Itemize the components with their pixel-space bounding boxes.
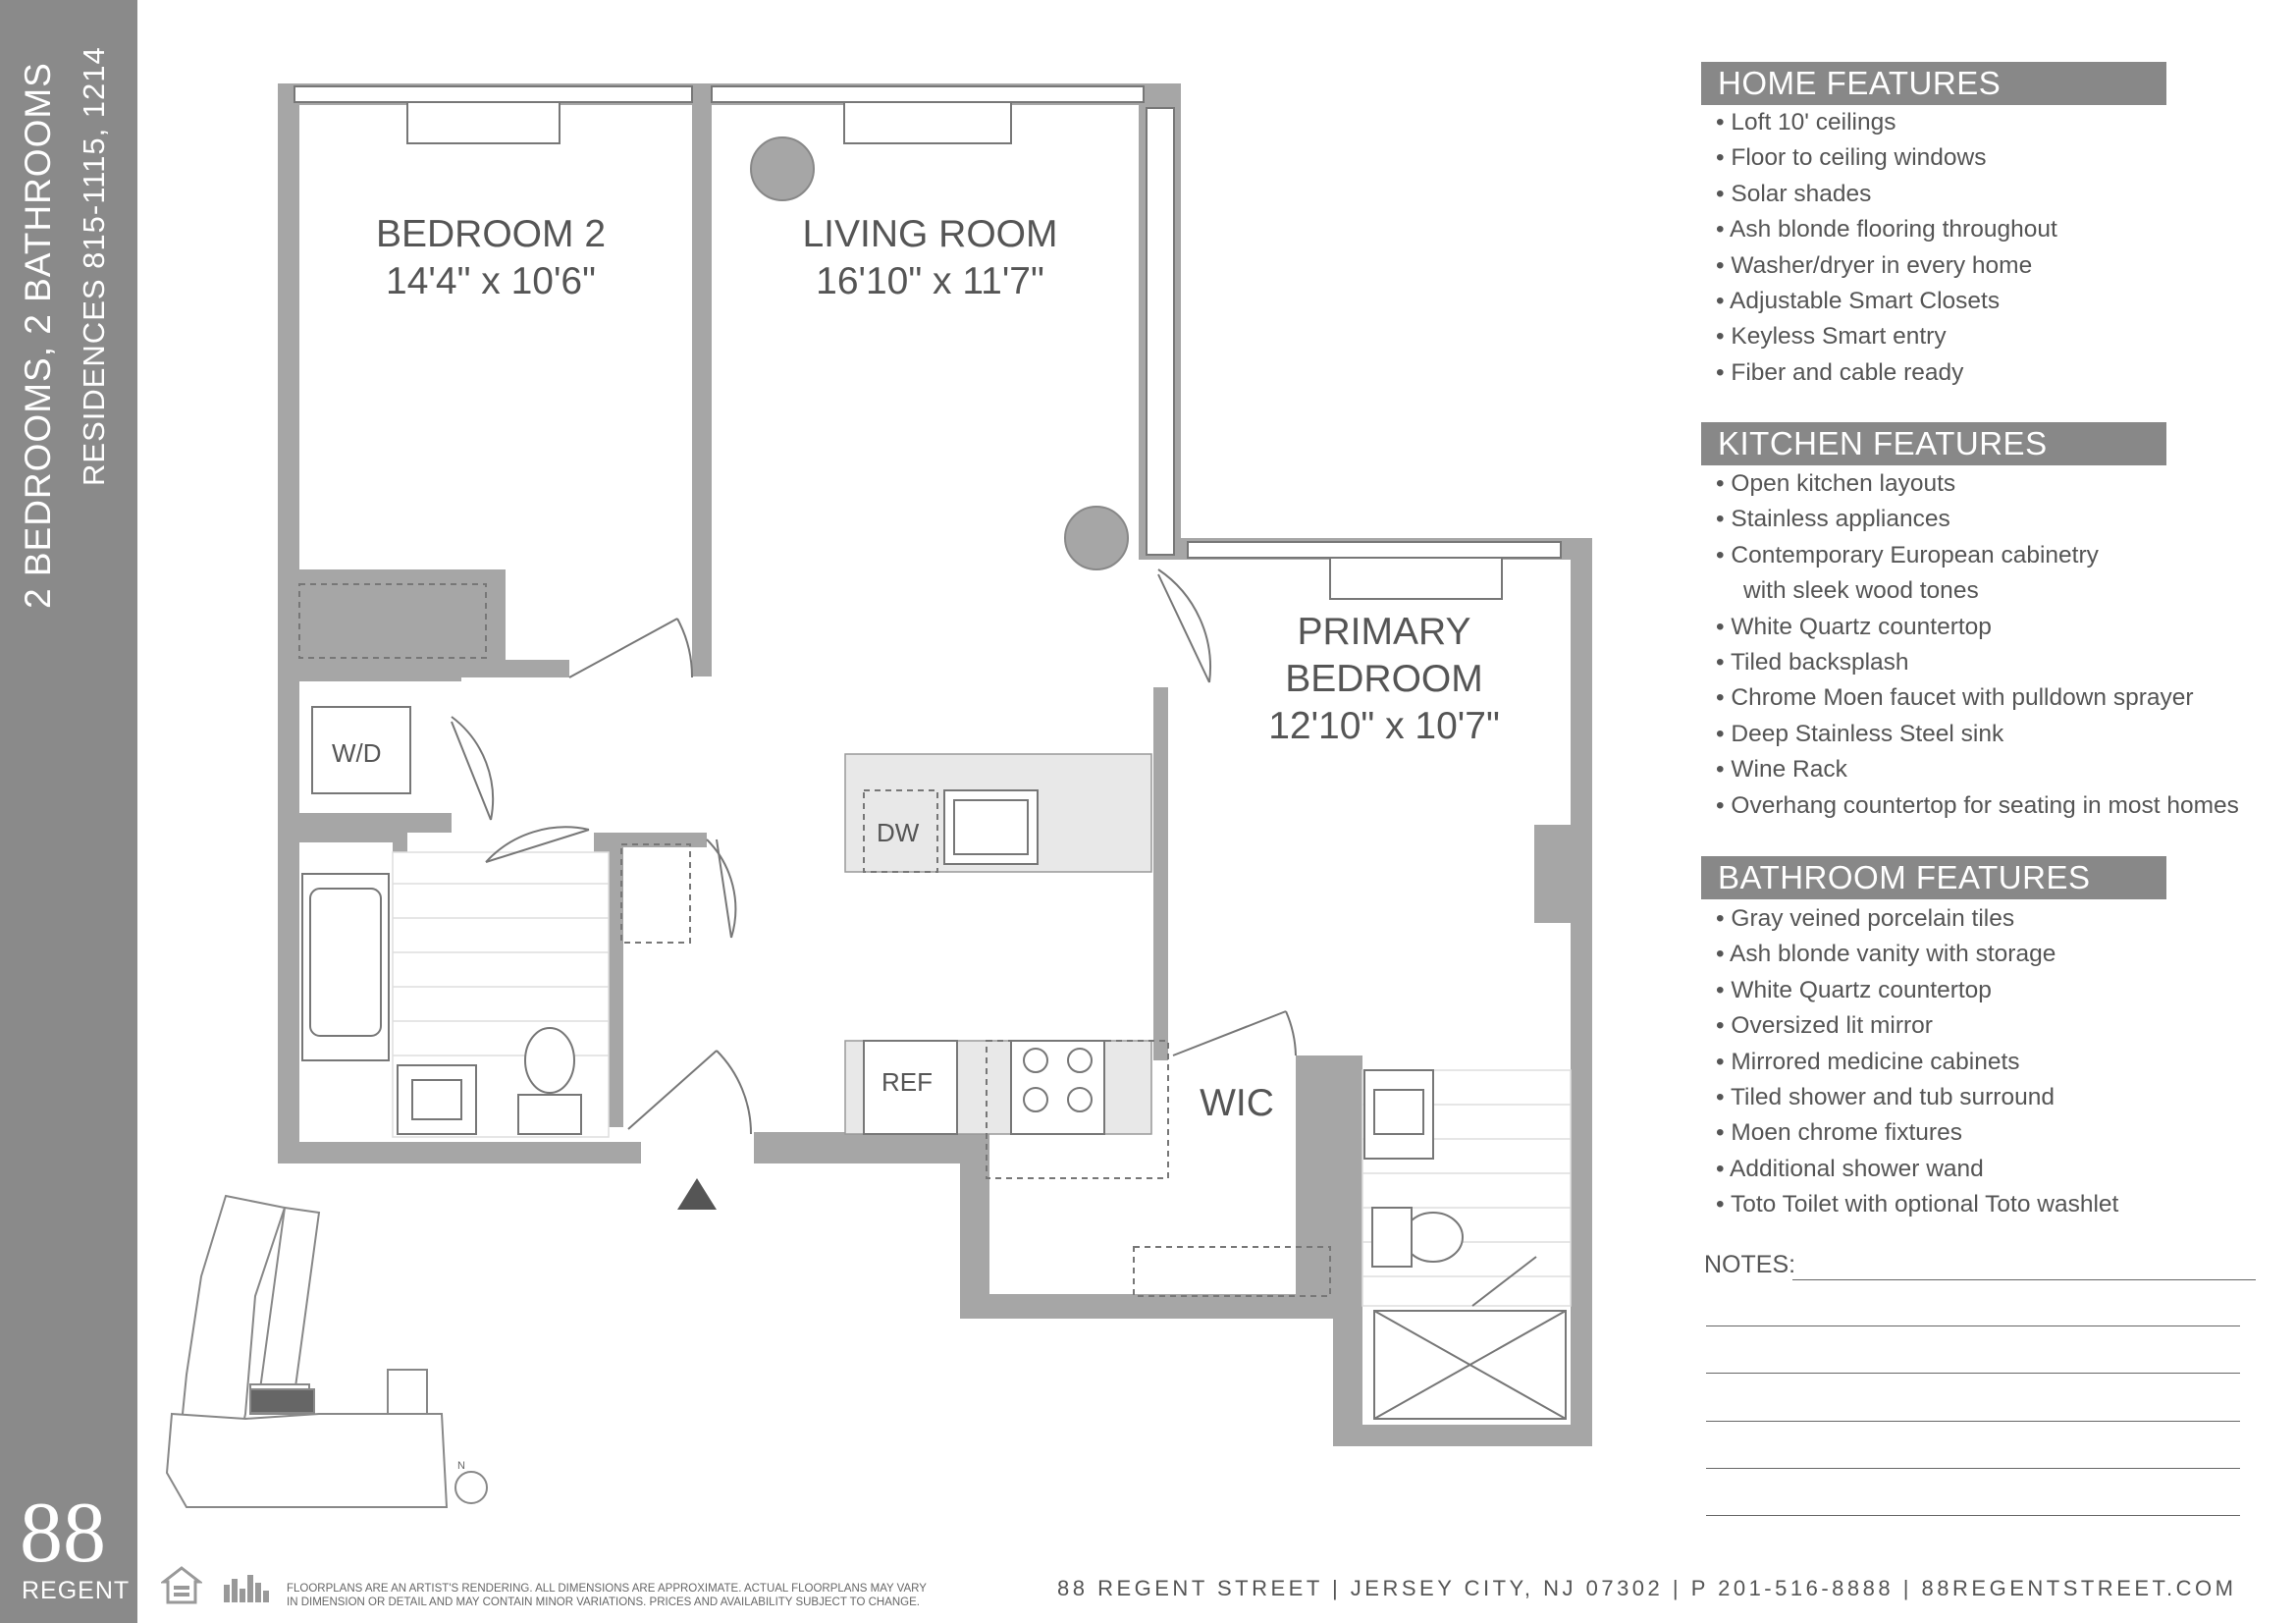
note-line[interactable]	[1706, 1325, 2240, 1326]
list-item: • Ash blonde vanity with storage	[1716, 941, 2056, 968]
list-item: • Contemporary European cabinetry	[1716, 541, 2099, 568]
list-item: • Tiled backsplash	[1716, 648, 1909, 676]
list-item: • Keyless Smart entry	[1716, 323, 1947, 351]
key-plan	[167, 1196, 487, 1507]
bedroom-2-label	[324, 211, 658, 305]
living-room-name: LIVING ROOM	[802, 213, 1058, 255]
residences-subtitle: RESIDENCES 815-1115, 1214	[77, 46, 111, 486]
disclaimer-line-1: FLOORPLANS ARE AN ARTIST'S RENDERING. ALL DIMENSIONS ARE APPROXIMATE. ACTUAL FLOORPLANS MAY VARY	[287, 1583, 927, 1595]
living-room-size: 16'10" x 11'7"	[816, 260, 1044, 302]
list-item: • Solar shades	[1716, 180, 1872, 207]
list-item: • Additional shower wand	[1716, 1155, 1984, 1182]
list-item: • White Quartz countertop	[1716, 976, 1992, 1003]
list-item: • Chrome Moen faucet with pulldown sprayer	[1716, 684, 2194, 712]
bathroom-features-list	[1716, 901, 2118, 1223]
bedroom-2-name: BEDROOM 2	[375, 213, 607, 255]
notes-label: NOTES:	[1704, 1251, 1796, 1278]
list-item	[1716, 573, 2239, 609]
note-line[interactable]	[1706, 1515, 2240, 1516]
logo-word: REGENT	[22, 1577, 131, 1604]
list-item: • Loft 10' ceilings	[1716, 109, 1896, 135]
list-item: • Deep Stainless Steel sink	[1716, 720, 2004, 747]
list-item: • Fiber and cable ready	[1716, 358, 1964, 386]
primary-bedroom-name-2: BEDROOM	[1285, 658, 1483, 700]
ref-label: REF	[881, 1067, 933, 1097]
note-line[interactable]	[1792, 1279, 2256, 1280]
list-item: • Toto Toilet with optional Toto washlet	[1716, 1191, 2119, 1218]
kitchen-features-title: KITCHEN FEATURES	[1701, 422, 2166, 465]
wic-label: WIC	[1200, 1082, 1274, 1124]
wd-label: W/D	[332, 738, 382, 768]
entry-arrow-icon	[677, 1178, 717, 1210]
footer-address: 88 REGENT STREET | JERSEY CITY, NJ 07302 | P 201-516-8888 | 88REGENTSTREET.COM	[1057, 1576, 2237, 1600]
list-item: • Wine Rack	[1716, 756, 1847, 784]
note-line[interactable]	[1706, 1468, 2240, 1469]
windows	[294, 86, 1561, 599]
list-item: • White Quartz countertop	[1716, 613, 1992, 640]
list-item: • Ash blonde flooring throughout	[1716, 216, 2057, 243]
equal-housing-icon	[161, 1565, 202, 1606]
logo-number: 88	[20, 1486, 106, 1581]
dw-label: DW	[877, 818, 920, 847]
list-item: • Floor to ceiling windows	[1716, 144, 1987, 172]
bedroom-2-size: 14'4" x 10'6"	[386, 260, 596, 302]
list-item: • Gray veined porcelain tiles	[1716, 905, 2015, 932]
list-item: • Moen chrome fixtures	[1716, 1119, 1962, 1147]
kitchen-features-list	[1716, 466, 2239, 824]
disclaimer-line-2: IN DIMENSION OR DETAIL AND MAY CONTAIN MINOR VARIATIONS. PRICES AND AVAILABILITY SUBJECT TO CHANGE.	[287, 1596, 920, 1608]
list-item: • Oversized lit mirror	[1716, 1012, 1933, 1040]
column	[1065, 507, 1128, 569]
column	[751, 137, 814, 200]
list-item: • Mirrored medicine cabinets	[1716, 1048, 2020, 1075]
list-item: • Stainless appliances	[1716, 506, 1950, 533]
list-item: • Open kitchen layouts	[1716, 470, 1956, 497]
list-item: • Overhang countertop for seating in most homes	[1716, 791, 2239, 819]
list-item: • Tiled shower and tub surround	[1716, 1083, 2055, 1110]
disclaimer	[287, 1582, 1013, 1609]
primary-bedroom-label	[1207, 609, 1561, 750]
list-item: • Adjustable Smart Closets	[1716, 287, 2001, 314]
home-features-list	[1716, 105, 2057, 391]
note-line[interactable]	[1706, 1421, 2240, 1422]
compass-label: N	[457, 1460, 465, 1472]
bathroom-features-title: BATHROOM FEATURES	[1701, 856, 2166, 899]
living-room-label	[756, 211, 1104, 305]
marketing-logo-icon	[222, 1571, 273, 1604]
list-item-continuation: with sleek wood tones	[1743, 577, 1979, 605]
note-line[interactable]	[1706, 1373, 2240, 1374]
list-item: • Washer/dryer in every home	[1716, 251, 2033, 279]
primary-bedroom-name-1: PRIMARY	[1297, 611, 1471, 653]
primary-bedroom-size: 12'10" x 10'7"	[1268, 705, 1500, 747]
home-features-title: HOME FEATURES	[1701, 62, 2166, 105]
unit-type-title: 2 BEDROOMS, 2 BATHROOMS	[18, 62, 58, 609]
